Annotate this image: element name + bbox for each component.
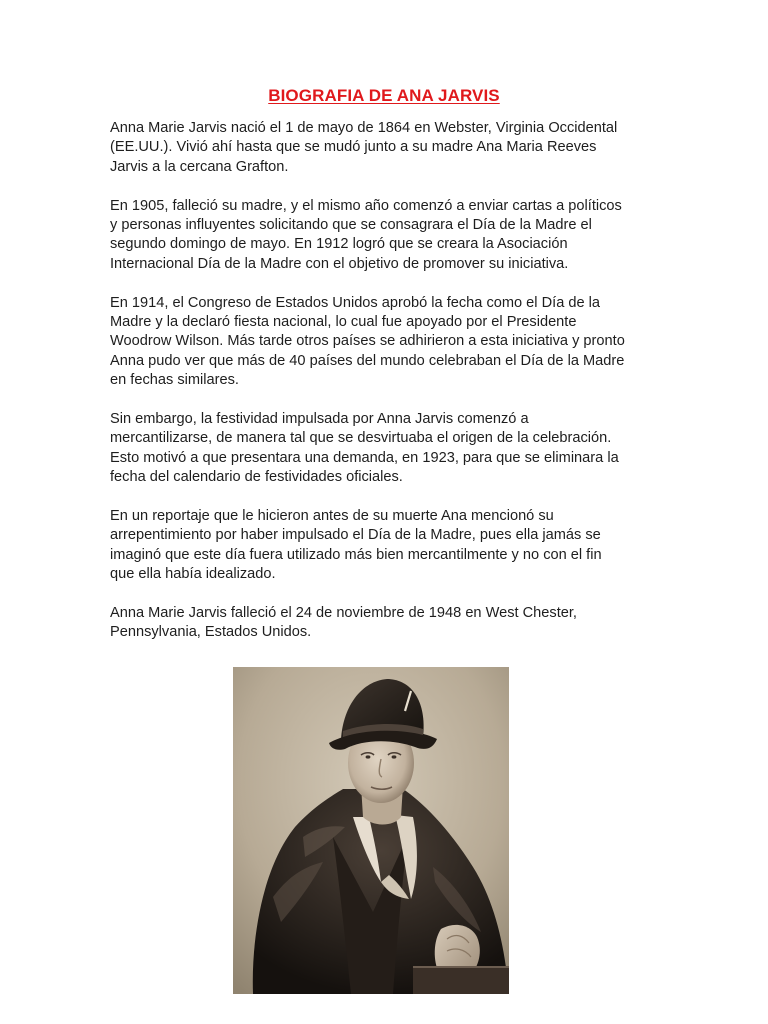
text-line: Esto motivó a que presentara una demanda, en 1923, para que se eliminara la — [110, 449, 619, 466]
text-line: (EE.UU.). Vivió ahí hasta que se mudó junto a su madre Ana Maria Reeves — [110, 139, 597, 156]
paragraph-commercialization — [110, 410, 670, 488]
text-line: Jarvis a la cercana Grafton. — [110, 158, 289, 175]
text-line: imaginó que este día fuera utilizado más bien mercantilmente y no con el fin — [110, 546, 602, 563]
text-line: arrepentimiento por haber impulsado el Día de la Madre, pues ella jamás se — [110, 527, 601, 544]
text-line: y personas influyentes solicitando que se consagrara el Día de la Madre el — [110, 217, 592, 234]
text-line: Sin embargo, la festividad impulsada por Anna Jarvis comenzó a — [110, 411, 529, 428]
paragraph-1914 — [110, 294, 670, 391]
text-line: fecha del calendario de festividades oficiales. — [110, 469, 403, 486]
text-line: Anna Marie Jarvis nació el 1 de mayo de 1864 en Webster, Virginia Occidental — [110, 120, 618, 136]
text-line: Anna Marie Jarvis falleció el 24 de noviembre de 1948 en West Chester, — [110, 605, 577, 622]
text-line: Anna pudo ver que más de 40 países del mundo celebraban el Día de la Madre — [110, 352, 625, 369]
text-line: segundo domingo de mayo. En 1912 logró que se creara la Asociación — [110, 236, 568, 253]
paragraph-birth — [110, 119, 670, 177]
text-line: Madre y la declaró fiesta nacional, lo cual fue apoyado por el Presidente — [110, 314, 577, 331]
text-line: Woodrow Wilson. Más tarde otros países se adhirieron a esta iniciativa y pronto — [110, 333, 625, 350]
portrait-photo — [233, 667, 509, 994]
text-line: Pennsylvania, Estados Unidos. — [110, 624, 312, 641]
document-body — [110, 119, 670, 662]
paragraph-interview — [110, 507, 670, 585]
text-line: que ella había idealizado. — [110, 566, 276, 583]
text-line: En 1914, el Congreso de Estados Unidos aprobó la fecha como el Día de la — [110, 294, 601, 311]
paragraph-1905 — [110, 197, 670, 275]
document-title: BIOGRAFIA DE ANA JARVIS — [268, 86, 500, 105]
text-line: Internacional Día de la Madre con el objetivo de promover su iniciativa. — [110, 255, 569, 272]
text-line: En 1905, falleció su madre, y el mismo año comenzó a enviar cartas a políticos — [110, 197, 622, 214]
text-line: mercantilizarse, de manera tal que se desvirtuaba el origen de la celebración. — [110, 430, 612, 447]
paragraph-death — [110, 604, 670, 643]
text-line: en fechas similares. — [110, 372, 239, 389]
text-line: En un reportaje que le hicieron antes de su muerte Ana mencionó su — [110, 508, 554, 525]
